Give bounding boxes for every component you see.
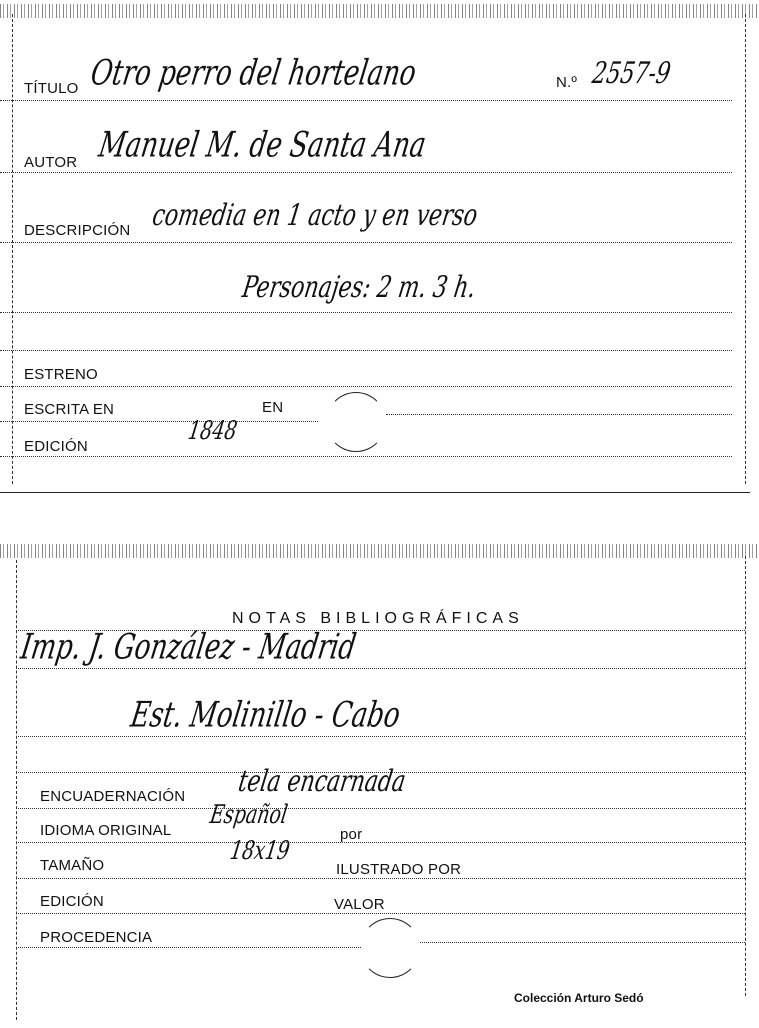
card-right-border bbox=[745, 14, 747, 484]
collection-credit: Colección Arturo Sedó bbox=[514, 991, 644, 1005]
titulo-label: TÍTULO bbox=[24, 80, 79, 97]
idioma-label: IDIOMA ORIGINAL bbox=[40, 822, 172, 839]
edicion-value: 1848 bbox=[186, 416, 240, 446]
card-left-border bbox=[12, 14, 14, 484]
descripcion-line bbox=[0, 242, 732, 243]
procedencia-line bbox=[16, 947, 361, 948]
tamano-label: TAMAÑO bbox=[40, 857, 105, 874]
ink-stamp-circle bbox=[360, 918, 420, 978]
tamano-line bbox=[16, 878, 745, 879]
tamano-value: 18x19 bbox=[228, 836, 292, 866]
autor-value: Manuel M. de Santa Ana bbox=[96, 125, 429, 166]
card-edge-speckle bbox=[0, 4, 759, 18]
valor-label: VALOR bbox=[334, 896, 385, 913]
catalog-card-bottom bbox=[0, 536, 759, 1028]
edicion-line bbox=[0, 456, 732, 457]
titulo-value: Otro perro del hortelano bbox=[88, 53, 419, 94]
autor-line bbox=[0, 172, 732, 173]
blank-line bbox=[0, 350, 732, 351]
personajes-value: Personajes: 2 m. 3 h. bbox=[240, 271, 479, 305]
edicion-label-2: EDICIÓN bbox=[40, 893, 104, 910]
estreno-line bbox=[0, 386, 732, 387]
numero-label: N.º bbox=[556, 74, 578, 91]
ilustrado-label: ILUSTRADO POR bbox=[336, 861, 462, 878]
estreno-label: ESTRENO bbox=[24, 366, 98, 383]
descripcion-label: DESCRIPCIÓN bbox=[24, 222, 131, 239]
encuadernacion-value: tela encarnada bbox=[236, 765, 408, 799]
idioma-line bbox=[16, 842, 745, 843]
autor-label: AUTOR bbox=[24, 154, 78, 171]
escrita-en-line-right bbox=[386, 414, 732, 415]
idioma-value: Español bbox=[208, 800, 290, 830]
escrita-en-line bbox=[0, 421, 318, 422]
edicion-label: EDICIÓN bbox=[24, 438, 88, 455]
nota-line2: Est. Molinillo - Cabo bbox=[128, 695, 403, 736]
card-edge-speckle bbox=[0, 544, 759, 558]
en-label: EN bbox=[262, 399, 284, 416]
edicion-line-2 bbox=[16, 913, 745, 914]
card-bottom-edge bbox=[0, 492, 750, 493]
catalog-card-top bbox=[0, 0, 759, 500]
procedencia-line-right bbox=[420, 942, 745, 943]
titulo-line bbox=[0, 100, 732, 101]
notas-header: NOTAS BIBLIOGRÁFICAS bbox=[232, 610, 524, 627]
por-label: por bbox=[340, 826, 363, 843]
descripcion-value: comedia en 1 acto y en verso bbox=[150, 199, 480, 233]
nota-line2-rule bbox=[16, 736, 745, 737]
escrita-en-label: ESCRITA EN bbox=[24, 401, 115, 418]
encuadernacion-label: ENCUADERNACIÓN bbox=[40, 788, 186, 805]
encuadernacion-line bbox=[16, 808, 745, 809]
procedencia-label: PROCEDENCIA bbox=[40, 929, 153, 946]
personajes-line bbox=[0, 312, 732, 313]
card-left-border bbox=[16, 560, 18, 1020]
numero-value: 2557-9 bbox=[590, 57, 673, 91]
nota-line1: Imp. J. González - Madrid bbox=[18, 627, 359, 668]
card-right-border bbox=[745, 556, 747, 996]
ink-stamp-circle bbox=[326, 392, 386, 452]
nota-line1-rule bbox=[16, 668, 745, 669]
